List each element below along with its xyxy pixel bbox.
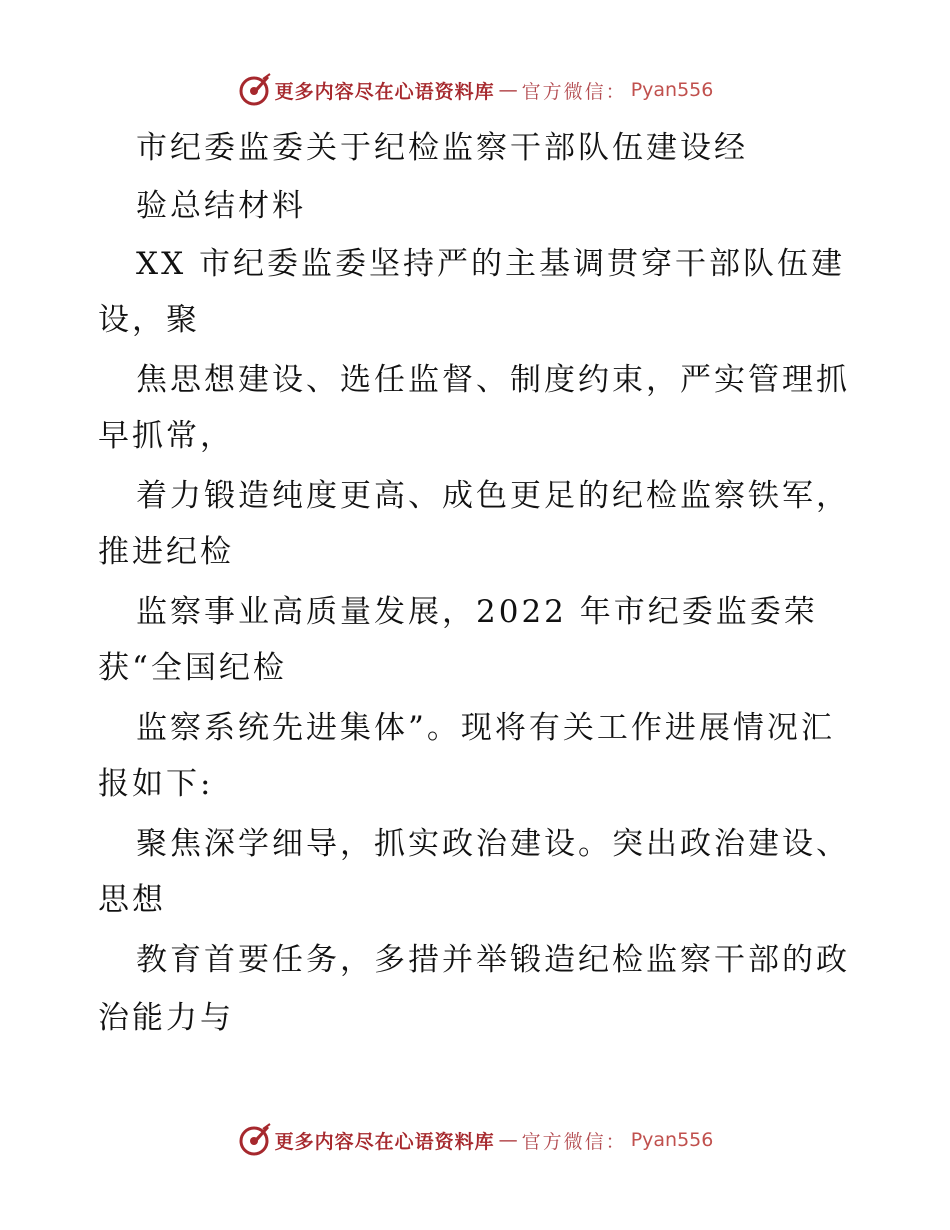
doc-title-line-2: 验总结材料 <box>136 188 306 224</box>
doc-text-line: 着力锻造纯度更高、成色更足的纪检监察铁军， <box>136 478 850 514</box>
doc-text-line: 教育首要任务，多措并举锻造纪检监察干部的政 <box>136 942 850 978</box>
watermark-dash: — <box>498 79 518 101</box>
watermark-label: 官方微信： <box>521 80 627 103</box>
watermark-label: 官方微信： <box>521 1130 627 1153</box>
doc-text-line: XX 市纪委监委坚持严的主基调贯穿干部队伍建 <box>136 246 845 282</box>
doc-text-line: 监察系统先进集体”。现将有关工作进展情况汇 <box>136 710 835 746</box>
watermark-brand: 更多内容尽在心语资料库 <box>274 1130 495 1153</box>
watermark-header <box>0 68 950 112</box>
doc-text-line: 焦思想建设、选任监督、制度约束，严实管理抓 <box>136 362 850 398</box>
doc-text-line: 思想 <box>98 882 166 918</box>
doc-text-line: 推进纪检 <box>98 534 234 570</box>
doc-text-line: 设，聚 <box>98 302 200 338</box>
watermark-wechat-id: Pyan556 <box>630 1129 714 1151</box>
watermark-dash: — <box>498 1129 518 1151</box>
watermark-brand: 更多内容尽在心语资料库 <box>274 80 495 103</box>
doc-text-line: 监察事业高质量发展，2022 年市纪委监委荣 <box>136 594 818 630</box>
doc-text-line: 获“全国纪检 <box>98 650 287 686</box>
quill-logo-icon <box>237 73 271 107</box>
doc-text-line: 聚焦深学细导，抓实政治建设。突出政治建设、 <box>136 826 850 862</box>
doc-text-line: 治能力与 <box>98 1000 234 1036</box>
watermark-footer <box>0 1118 950 1162</box>
doc-title-line-1: 市纪委监委关于纪检监察干部队伍建设经 <box>136 130 748 166</box>
doc-text-line: 早抓常， <box>98 418 234 454</box>
doc-text-line: 报如下: <box>98 766 214 802</box>
watermark-wechat-id: Pyan556 <box>630 79 714 101</box>
quill-logo-icon <box>237 1123 271 1157</box>
